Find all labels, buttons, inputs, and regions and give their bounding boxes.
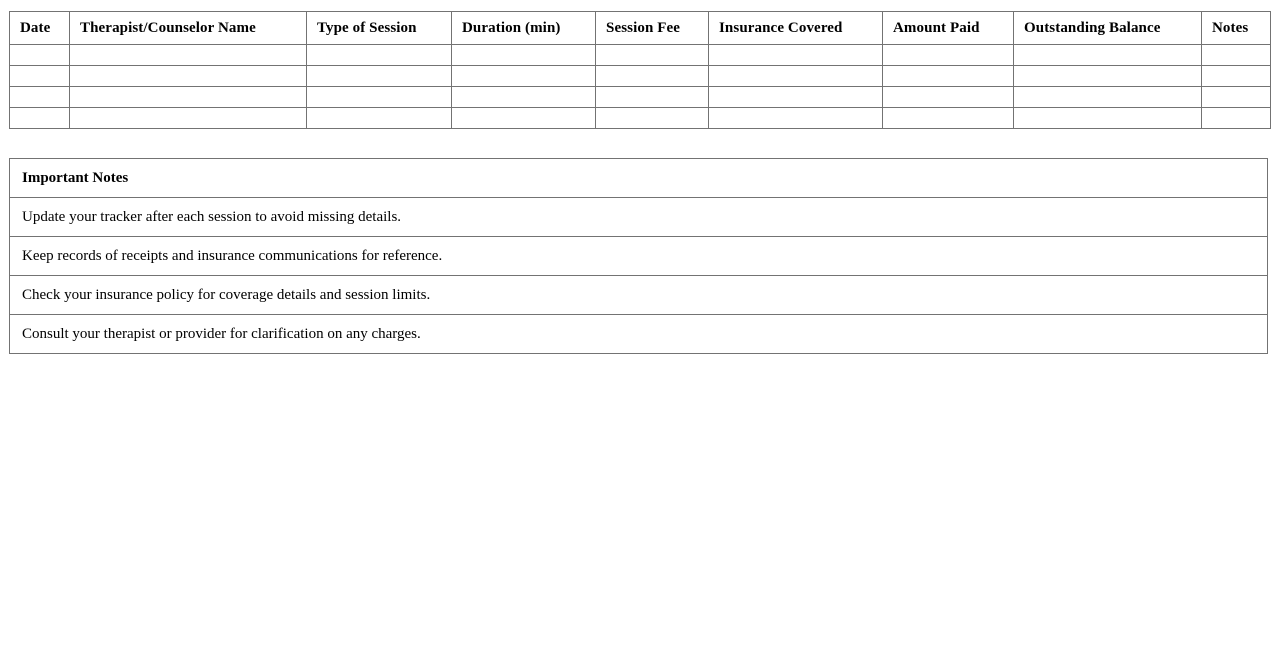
cell-therapist[interactable] — [70, 87, 307, 108]
cell-therapist[interactable] — [70, 45, 307, 66]
list-item — [10, 276, 1268, 315]
cell-paid[interactable] — [883, 108, 1014, 129]
cell-balance[interactable] — [1014, 45, 1202, 66]
cell-duration[interactable] — [452, 66, 596, 87]
column-header-fee: Session Fee — [596, 12, 709, 45]
table-row[interactable] — [10, 87, 1271, 108]
note-item-4: Consult your therapist or provider for clarification on any charges. — [10, 315, 1268, 354]
cell-insurance[interactable] — [709, 108, 883, 129]
cell-fee[interactable] — [596, 45, 709, 66]
cell-balance[interactable] — [1014, 108, 1202, 129]
important-notes-heading: Important Notes — [10, 159, 1268, 198]
tracker-body — [10, 45, 1271, 129]
column-header-insurance: Insurance Covered — [709, 12, 883, 45]
cell-type[interactable] — [307, 87, 452, 108]
note-item-2: Keep records of receipts and insurance communications for reference. — [10, 237, 1268, 276]
column-header-balance: Outstanding Balance — [1014, 12, 1202, 45]
cell-type[interactable] — [307, 45, 452, 66]
note-item-3: Check your insurance policy for coverage details and session limits. — [10, 276, 1268, 315]
table-row[interactable] — [10, 66, 1271, 87]
cell-insurance[interactable] — [709, 87, 883, 108]
column-header-duration: Duration (min) — [452, 12, 596, 45]
tracker-header-row — [10, 12, 1271, 45]
cell-notes[interactable] — [1202, 66, 1271, 87]
column-header-type: Type of Session — [307, 12, 452, 45]
note-item-1: Update your tracker after each session to avoid missing details. — [10, 198, 1268, 237]
cell-type[interactable] — [307, 108, 452, 129]
cell-duration[interactable] — [452, 87, 596, 108]
tracker-header-row-group — [10, 12, 1271, 45]
cell-insurance[interactable] — [709, 66, 883, 87]
cell-notes[interactable] — [1202, 108, 1271, 129]
cell-type[interactable] — [307, 66, 452, 87]
column-header-paid: Amount Paid — [883, 12, 1014, 45]
important-notes-body — [10, 159, 1268, 354]
cell-fee[interactable] — [596, 108, 709, 129]
column-header-notes: Notes — [1202, 12, 1271, 45]
column-header-date: Date — [10, 12, 70, 45]
cell-date[interactable] — [10, 45, 70, 66]
list-item — [10, 237, 1268, 276]
cell-therapist[interactable] — [70, 108, 307, 129]
cell-balance[interactable] — [1014, 87, 1202, 108]
notes-heading-row — [10, 159, 1268, 198]
cell-notes[interactable] — [1202, 45, 1271, 66]
cell-notes[interactable] — [1202, 87, 1271, 108]
cell-therapist[interactable] — [70, 66, 307, 87]
cell-date[interactable] — [10, 66, 70, 87]
cell-insurance[interactable] — [709, 45, 883, 66]
important-notes-table — [9, 158, 1268, 354]
cell-date[interactable] — [10, 87, 70, 108]
important-notes-container — [9, 158, 1268, 354]
table-row[interactable] — [10, 108, 1271, 129]
cell-fee[interactable] — [596, 66, 709, 87]
cell-duration[interactable] — [452, 108, 596, 129]
therapy-session-tracker-table — [9, 11, 1271, 129]
cell-duration[interactable] — [452, 45, 596, 66]
list-item — [10, 198, 1268, 237]
cell-paid[interactable] — [883, 45, 1014, 66]
cell-paid[interactable] — [883, 87, 1014, 108]
table-row[interactable] — [10, 45, 1271, 66]
tracker-table-container — [9, 11, 1270, 129]
column-header-therapist: Therapist/Counselor Name — [70, 12, 307, 45]
cell-balance[interactable] — [1014, 66, 1202, 87]
list-item — [10, 315, 1268, 354]
cell-date[interactable] — [10, 108, 70, 129]
cell-fee[interactable] — [596, 87, 709, 108]
cell-paid[interactable] — [883, 66, 1014, 87]
